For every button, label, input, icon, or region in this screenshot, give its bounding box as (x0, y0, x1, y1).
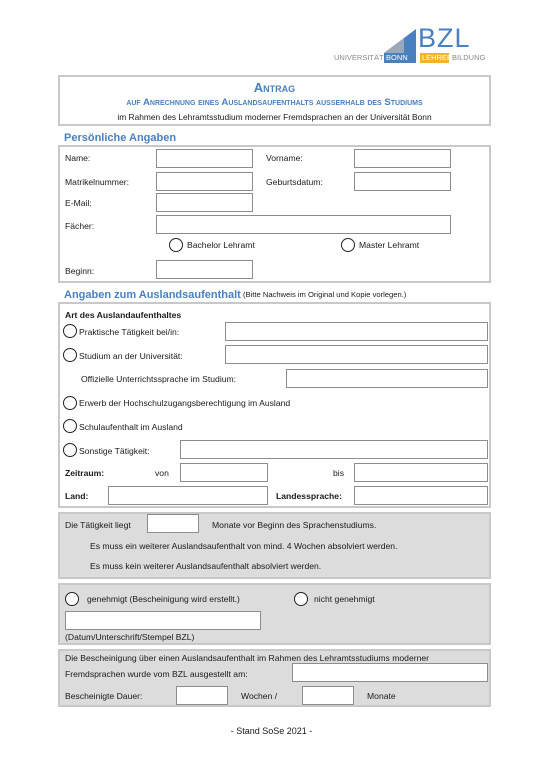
genehmigt-label: genehmigt (Bescheinigung wird erstellt.) (87, 594, 240, 604)
schule-label: Schulaufenthalt im Ausland (79, 422, 183, 432)
bachelor-radio[interactable] (169, 238, 183, 252)
beginn-field[interactable] (156, 260, 253, 279)
months-field[interactable] (147, 514, 199, 533)
unterricht-label: Offizielle Unterrichtssprache im Studium: (81, 374, 237, 384)
von-label: von (155, 468, 169, 478)
monate-field[interactable] (302, 686, 354, 705)
logo-bzl: BZL (418, 23, 471, 53)
geburtsdatum-field[interactable] (354, 172, 451, 191)
footer-stand: - Stand SoSe 2021 - (230, 726, 313, 736)
signature-label: (Datum/Unterschrift/Stempel BZL) (65, 632, 195, 642)
bachelor-label: Bachelor Lehramt (187, 240, 255, 250)
nicht-genehmigt-label: nicht genehmigt (314, 594, 375, 604)
vorname-label: Vorname: (266, 153, 303, 163)
section-heading-abroad: Angaben zum Auslandsaufenthalt (64, 289, 241, 301)
monate-vor-label: Monate vor Beginn des Sprachenstudiums. (212, 520, 377, 530)
praktisch-label: Praktische Tätigkeit bei/in: (79, 327, 180, 337)
abroad-note: (Bitte Nachweis im Original und Kopie vorlegen.) (243, 290, 407, 299)
form-context-line: im Rahmen des Lehramtsstudium moderner Fremdsprachen an der Universität Bonn (117, 112, 432, 122)
studium-radio[interactable] (63, 348, 77, 362)
schule-radio[interactable] (63, 419, 77, 433)
matrikel-field[interactable] (156, 172, 253, 191)
geburtsdatum-label: Geburtsdatum: (266, 177, 323, 187)
land-field[interactable] (108, 486, 268, 505)
logo-lehrer: LEHRER (422, 53, 453, 62)
bis-label: bis (333, 468, 344, 478)
certificate-line1: Die Bescheinigung über einen Auslandsaufenthalt im Rahmen des Lehramtsstudiums moderner (65, 653, 430, 663)
logo-universitaet: UNIVERSITÄT (334, 53, 384, 62)
master-label: Master Lehramt (359, 240, 420, 250)
studium-label: Studium an der Universität: (79, 351, 183, 361)
logo-graphic (384, 29, 416, 53)
email-field[interactable] (156, 193, 253, 212)
unterricht-field[interactable] (286, 369, 488, 388)
name-field[interactable] (156, 149, 253, 168)
muss-kein-statement: Es muss kein weiterer Auslandsaufenthalt absolviert werden. (90, 561, 322, 571)
logo-bildung: BILDUNG (452, 53, 486, 62)
faecher-label: Fächer: (65, 221, 95, 231)
certificate-date-field[interactable] (292, 663, 488, 682)
certificate-line2: Fremdsprachen wurde vom BZL ausgestellt am: (65, 669, 248, 679)
von-field[interactable] (180, 463, 268, 482)
section-heading-personal: Persönliche Angaben (64, 132, 177, 144)
landessprache-field[interactable] (354, 486, 488, 505)
erwerb-radio[interactable] (63, 396, 77, 410)
signature-field[interactable] (65, 611, 261, 630)
wochen-label: Wochen / (241, 691, 278, 701)
logo-bonn: BONN (386, 53, 408, 62)
bis-field[interactable] (354, 463, 488, 482)
master-radio[interactable] (341, 238, 355, 252)
sonstige-field[interactable] (180, 440, 488, 459)
land-label: Land: (65, 491, 89, 501)
landessprache-label: Landessprache: (276, 491, 342, 501)
email-label: E-Mail: (65, 198, 92, 208)
dauer-label: Bescheinigte Dauer: (65, 691, 143, 701)
wochen-field[interactable] (176, 686, 228, 705)
studium-field[interactable] (225, 345, 488, 364)
matrikel-label: Matrikelnummer: (65, 177, 129, 187)
zeitraum-label: Zeitraum: (65, 468, 105, 478)
erwerb-label: Erwerb der Hochschulzugangsberechtigung im Ausland (79, 398, 291, 408)
praktisch-field[interactable] (225, 322, 488, 341)
praktisch-radio[interactable] (63, 324, 77, 338)
vorname-field[interactable] (354, 149, 451, 168)
beginn-label: Beginn: (65, 266, 95, 276)
liegt-label: Die Tätigkeit liegt (65, 520, 131, 530)
name-label: Name: (65, 153, 91, 163)
nicht-genehmigt-radio[interactable] (294, 592, 308, 606)
faecher-field[interactable] (156, 215, 451, 234)
sonstige-radio[interactable] (63, 443, 77, 457)
art-heading: Art des Auslandaufenthaltes (65, 310, 182, 320)
muss-statement: Es muss ein weiterer Auslandsaufenthalt von mind. 4 Wochen absolviert werden. (90, 541, 398, 551)
genehmigt-radio[interactable] (65, 592, 79, 606)
sonstige-label: Sonstige Tätigkeit: (79, 446, 150, 456)
form-subtitle: auf Anrechnung eines Auslandsaufenthalts außerhalb des Studiums (126, 97, 423, 108)
monate-label: Monate (367, 691, 396, 701)
form-title: Antrag (253, 80, 296, 95)
